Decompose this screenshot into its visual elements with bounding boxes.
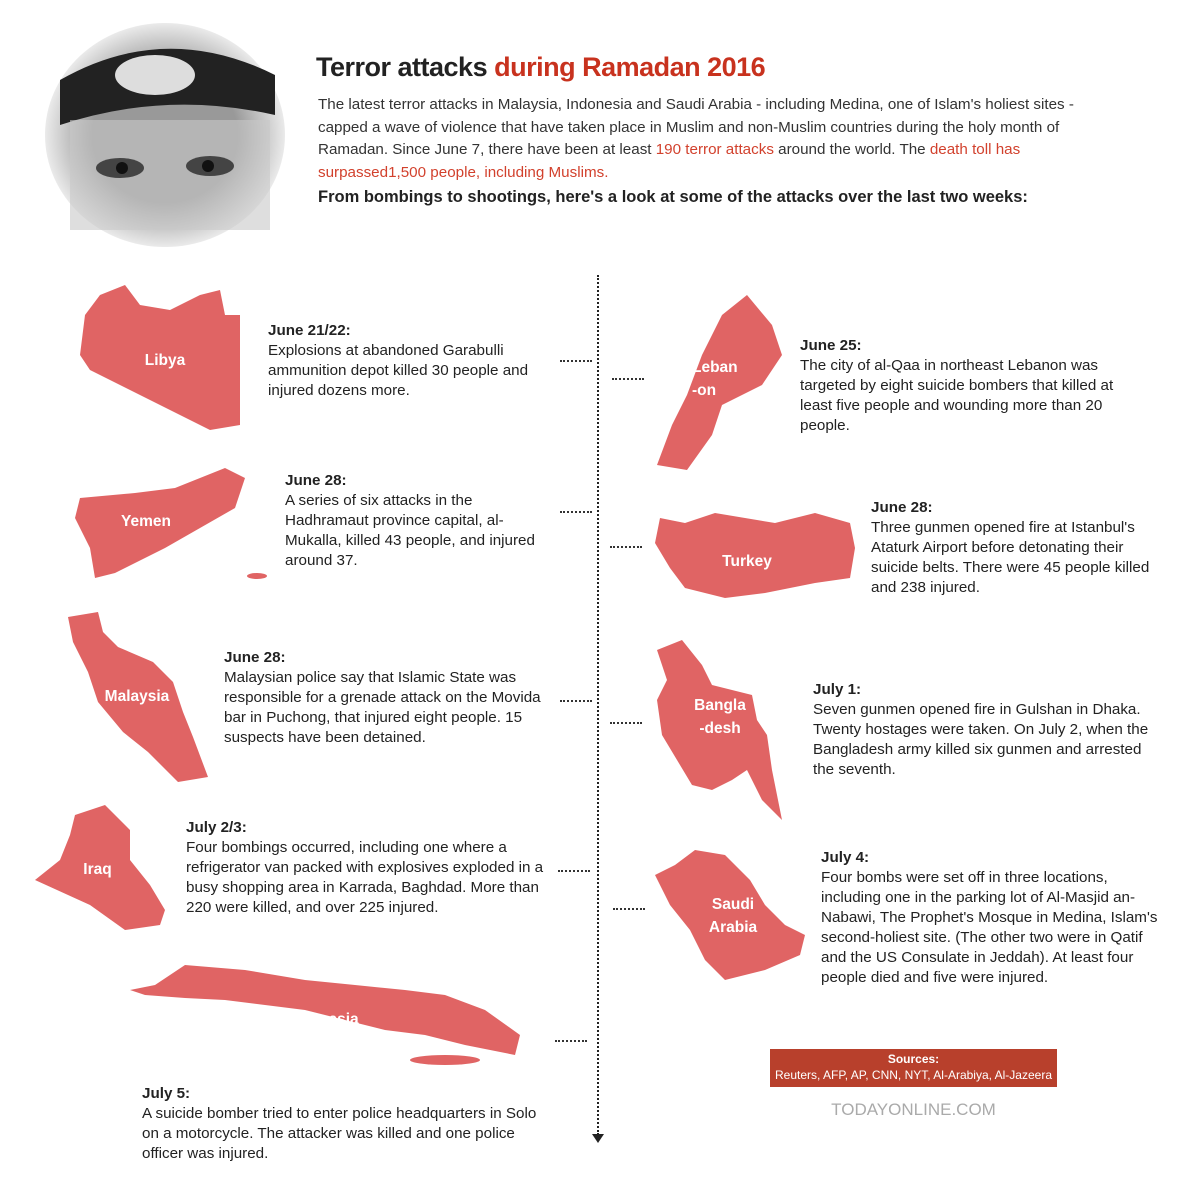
brand-credit: TODAYONLINE.COM [831, 1100, 996, 1119]
entry-text: A series of six attacks in the Hadhramaut province capital, al-Mukalla, killed 43 people, and injured around 37. [285, 492, 535, 569]
connector [560, 360, 592, 362]
entry-turkey [871, 498, 1171, 598]
entry-date: July 4: [821, 849, 870, 866]
entry-malaysia [224, 648, 544, 748]
entry-date: June 28: [285, 472, 347, 489]
connector [555, 1040, 587, 1042]
entry-bangladesh [813, 680, 1158, 780]
entry-date: June 21/22: [268, 322, 351, 339]
map-label-iraq: Iraq [83, 861, 112, 878]
entry-iraq [186, 818, 556, 918]
sources-title: Sources: [887, 1052, 940, 1066]
map-label-saudi-arabia: Saudi Arabia [708, 896, 758, 936]
entry-date: July 1: [813, 681, 862, 698]
entry-lebanon [800, 336, 1130, 436]
entry-date: June 25: [800, 337, 862, 354]
entry-libya [268, 321, 553, 401]
connector [613, 908, 645, 910]
intro-paragraph: The latest terror attacks in Malaysia, Indonesia and Saudi Arabia - including Medina, one of Islam's holiest sites - capped a wave of violence that have taken place in Muslim and non-Muslim countries during the holy month of Ramadan. Since June 7, there have been at least 190 terror attacks around the world. The death toll has surpassed1,500 people, including Muslims. [318, 96, 1074, 181]
map-label-bangladesh: Bangla -desh [694, 697, 746, 737]
timeline-line [597, 275, 599, 1135]
map-label-malaysia: Malaysia [104, 688, 170, 705]
connector [560, 511, 592, 513]
entry-date: June 28: [871, 499, 933, 516]
entry-date: June 28: [224, 649, 286, 666]
entry-text: Seven gunmen opened fire in Gulshan in Dhaka. Twenty hostages were taken. On July 2, when the Bangladesh army killed six gunmen and arrested the seventh. [813, 701, 1149, 778]
entry-date: July 2/3: [186, 819, 247, 836]
map-label-turkey: Turkey [722, 553, 772, 570]
sources-list: Reuters, AFP, AP, CNN, NYT, Al-Arabiya, Al-Jazeera [774, 1068, 1052, 1082]
entry-yemen [285, 471, 555, 571]
map-label-libya: Libya [144, 352, 186, 369]
connector [610, 546, 642, 548]
map-label-yemen: Yemen [121, 513, 171, 530]
connector [560, 700, 592, 702]
timeline-arrow-icon [592, 1134, 604, 1143]
entry-text: Four bombs were set off in three locations, including one in the parking lot of Al-Masjid an-Nabawi, The Prophet's Mosque in Medina, Islam's second-holiest site. (The other two were in Qatif and the US Consulate in Jeddah). At least four people died and five were injured. [821, 869, 1158, 986]
sources-box [770, 1049, 1057, 1087]
entry-text: Three gunmen opened fire at Istanbul's Ataturk Airport before detonating their suicide belts. There were 45 people killed and 238 injured. [871, 519, 1150, 596]
connector [558, 870, 590, 872]
entry-text: Explosions at abandoned Garabulli ammunition depot killed 30 people and injured dozens more. [268, 342, 529, 399]
entry-text: A suicide bomber tried to enter police headquarters in Solo on a motorcycle. The attacker was killed and one police officer was injured. [142, 1105, 537, 1162]
entry-text: Malaysian police say that Islamic State was responsible for a grenade attack on the Movida bar in Puchong, that injured eight people. 15 suspects have been detained. [224, 669, 541, 746]
masked-face-photo [40, 20, 290, 250]
entry-text: Four bombings occurred, including one where a refrigerator van packed with explosives exploded in a busy shopping area in Karrada, Baghdad. More than 220 were killed, and over 225 injured. [186, 839, 544, 916]
connector [612, 378, 644, 380]
entry-indonesia [142, 1084, 542, 1164]
entry-text: The city of al-Qaa in northeast Lebanon was targeted by eight suicide bombers that killed at least five people and wounding more than 20 people. [800, 357, 1114, 434]
entry-date: July 5: [142, 1085, 191, 1102]
page-title: Terror attacks during Ramadan 2016 [316, 52, 766, 82]
entry-saudi-arabia [821, 848, 1161, 988]
map-label-lebanon: Leban -on [692, 359, 738, 399]
map-label-indonesia: Indonesia [286, 1011, 359, 1028]
connector [610, 722, 642, 724]
lead-text: From bombings to shootings, here's a look at some of the attacks over the last two weeks: [318, 188, 1028, 206]
